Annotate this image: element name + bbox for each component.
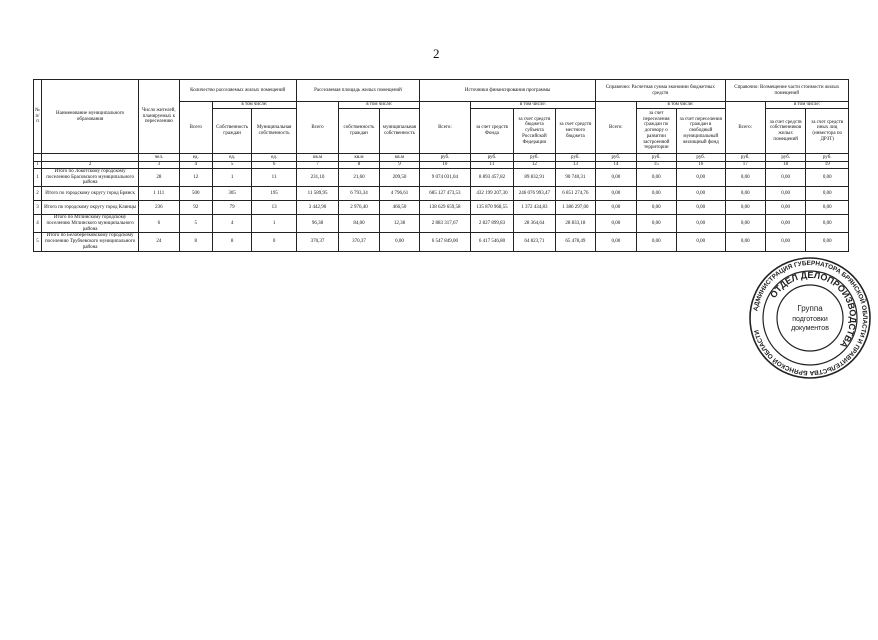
unit-cell: руб. (636, 154, 676, 162)
row-name: Итого по городскому округу город Брянск (42, 187, 139, 201)
row-name: Итого по Мглинскому городскому поселению Мглинского муниципального района (42, 215, 139, 233)
unit-cell: руб. (725, 154, 765, 162)
table-cell: 4 796,61 (379, 187, 419, 201)
units-cell (34, 154, 42, 162)
table-row (34, 187, 849, 201)
row-number: 3 (34, 201, 42, 215)
unit-cell: кв.м (339, 154, 379, 162)
col-number: 15 (636, 162, 676, 169)
header-ref-incl: в том числе: (765, 102, 848, 109)
table-cell: 2 827 899,83 (470, 215, 513, 233)
table-cell: 0,00 (636, 233, 676, 251)
col-number: 7 (296, 162, 338, 169)
table-row (34, 215, 849, 233)
table-cell: 8 (179, 233, 212, 251)
table-cell: 2 883 317,67 (420, 215, 471, 233)
table-cell: 0,00 (676, 187, 725, 201)
table-cell: 1 372 434,83 (514, 201, 555, 215)
unit-cell: кв.м (296, 154, 338, 162)
table-cell: 466,50 (379, 201, 419, 215)
header-refund-group: Справочно: Возмещение части стоимости жилых помещений (725, 80, 848, 102)
table-cell: 0,00 (806, 168, 849, 186)
official-stamp (748, 256, 872, 380)
table-cell: 84,00 (339, 215, 379, 233)
table-cell: 79 (212, 201, 251, 215)
table-cell: 6 793,34 (339, 187, 379, 201)
table-cell: 12 (179, 168, 212, 186)
table-cell: 1 386 297,00 (555, 201, 595, 215)
col-number: 19 (806, 162, 849, 169)
col-number: 14 (596, 162, 636, 169)
header-fin-group: Источники финансирования программы (420, 80, 596, 102)
table-cell: 12,38 (379, 215, 419, 233)
col-number: 5 (212, 162, 251, 169)
table-cell: 0,00 (596, 233, 636, 251)
stamp-center-line2: подготовки (792, 316, 828, 323)
header-econ-total: Всего: (596, 102, 636, 154)
header-area-municipal: муниципальная собственность (379, 109, 419, 154)
table-cell: 685 127 473,53 (420, 187, 471, 201)
header-econ-dev: за счет переселения граждан по договору о развитии застроенной территории (636, 109, 676, 154)
unit-cell: кв.м (379, 154, 419, 162)
table-cell: 0,00 (765, 187, 805, 201)
col-number: 1 (34, 162, 42, 169)
table-cell: 92 (179, 201, 212, 215)
col-number: 2 (42, 162, 139, 169)
table-cell: 0,00 (636, 187, 676, 201)
table-cell: 246 076 993,47 (514, 187, 555, 201)
table-cell: 96,38 (296, 215, 338, 233)
col-number: 13 (555, 162, 595, 169)
units-cell (42, 154, 139, 162)
header-people: Число жителей, планируемых к переселению (139, 80, 179, 154)
header-area-private: собственность граждан (339, 109, 379, 154)
table-cell: 0,00 (676, 201, 725, 215)
table-cell: 0,00 (806, 215, 849, 233)
row-name: Итого по Белоберезковскому городскому поселению Трубчевского муниципального района (42, 233, 139, 251)
table-cell: 370,37 (296, 233, 338, 251)
table-cell: 0,00 (765, 215, 805, 233)
table-cell: 2 976,40 (339, 201, 379, 215)
unit-cell: руб. (514, 154, 555, 162)
header-area-incl: в том числе: (339, 102, 420, 109)
unit-cell: ед. (179, 154, 212, 162)
col-number: 11 (470, 162, 513, 169)
table-cell: 209,50 (379, 168, 419, 186)
row-name: Итого по городскому округу город Клинцы (42, 201, 139, 215)
table-cell: 236 (139, 201, 179, 215)
table-cell: 370,37 (339, 233, 379, 251)
row-number: 2 (34, 187, 42, 201)
unit-cell: руб. (676, 154, 725, 162)
table-cell: 0,00 (765, 201, 805, 215)
table-cell: 0,00 (676, 233, 725, 251)
unit-cell: руб. (420, 154, 471, 162)
table-cell: 305 (212, 187, 251, 201)
table-cell: 5 (179, 215, 212, 233)
table-cell: 195 (252, 187, 296, 201)
table-row (34, 233, 849, 251)
page-number: 2 (433, 46, 440, 61)
col-number: 4 (179, 162, 212, 169)
table-cell: 6 417 546,80 (470, 233, 513, 251)
table-row (34, 168, 849, 186)
table-cell: 8 893 457,82 (470, 168, 513, 186)
header-econ-group: Справочно: Расчетная сумма экономии бюджетных средств (596, 80, 725, 102)
header-fin-incl: в том числе: (470, 102, 595, 109)
table-cell: 21,60 (339, 168, 379, 186)
table-cell: 135 870 968,55 (470, 201, 513, 215)
header-area-group: Расселяемая площадь жилых помещений (296, 80, 419, 102)
header-fin-total: Всего: (420, 102, 471, 154)
table-cell: 0,00 (596, 201, 636, 215)
table-cell: 0,00 (636, 168, 676, 186)
unit-cell: чел. (139, 154, 179, 162)
header-ref-total: Всего: (725, 102, 765, 154)
row-number: 4 (34, 215, 42, 233)
header-fin-fund: за счет средств Фонда (470, 109, 513, 154)
col-number: 18 (765, 162, 805, 169)
col-number: 16 (676, 162, 725, 169)
table-cell: 3 442,90 (296, 201, 338, 215)
header-num: № п/п (34, 80, 42, 154)
header-qty-total: Всего (179, 102, 212, 154)
col-number: 9 (379, 162, 419, 169)
table-cell: 0 (252, 233, 296, 251)
col-number: 12 (514, 162, 555, 169)
unit-cell: руб. (470, 154, 513, 162)
table-cell: 13 (252, 201, 296, 215)
table-cell: 89 832,91 (514, 168, 555, 186)
table-cell: 0,00 (725, 168, 765, 186)
table-cell: 138 629 659,58 (420, 201, 471, 215)
table-cell: 90 740,31 (555, 168, 595, 186)
table-cell: 0,00 (676, 215, 725, 233)
unit-cell: руб. (555, 154, 595, 162)
table-cell: 0,00 (806, 201, 849, 215)
table-cell: 0,00 (676, 168, 725, 186)
header-ref-other: за счет средств иных лиц (инвестора по ДРЗТ) (806, 109, 849, 154)
table-cell: 11 (252, 168, 296, 186)
header-qty-incl: в том числе: (212, 102, 296, 109)
table-cell: 6 547 849,00 (420, 233, 471, 251)
table-cell: 1 (212, 168, 251, 186)
col-number: 17 (725, 162, 765, 169)
header-qty-private: Собственность граждан (212, 109, 251, 154)
unit-cell: руб. (765, 154, 805, 162)
table-cell: 0,00 (636, 201, 676, 215)
table-cell: 6 851 274,76 (555, 187, 595, 201)
col-number: 6 (252, 162, 296, 169)
row-number: 1 (34, 168, 42, 186)
table-cell: 231,10 (296, 168, 338, 186)
table-cell: 432 199 207,30 (470, 187, 513, 201)
table-cell: 500 (179, 187, 212, 201)
table-cell: 1 (252, 215, 296, 233)
table-cell: 0,00 (806, 233, 849, 251)
table-cell: 8 (212, 233, 251, 251)
table-cell: 0,00 (725, 187, 765, 201)
table-cell: 11 589,95 (296, 187, 338, 201)
table-cell: 6 (139, 215, 179, 233)
resettlement-table (33, 79, 849, 252)
table-cell: 28 364,64 (514, 215, 555, 233)
col-number: 3 (139, 162, 179, 169)
unit-cell: ед. (212, 154, 251, 162)
table-cell: 9 074 031,04 (420, 168, 471, 186)
header-qty-group: Количество расселяемых жилых помещений (179, 80, 296, 102)
stamp-ring-text: АДМИНИСТРАЦИЯ ГУБЕРНАТОРА БРЯНСКОЙ ОБЛАСТИ И ПРАВИТЕЛЬСТВА БРЯНСКОЙ ОБЛАСТИ (752, 259, 869, 377)
header-econ-incl: в том числе: (636, 102, 725, 109)
table-cell: 0,00 (596, 168, 636, 186)
stamp-dept-text: ОТДЕЛ ДЕЛОПРОИЗВОДСТВА (768, 269, 859, 350)
header-qty-municipal: Муниципальная собственность (252, 109, 296, 154)
table-cell: 28 (139, 168, 179, 186)
table-cell: 0,00 (596, 215, 636, 233)
col-number: 10 (420, 162, 471, 169)
table-cell: 0,00 (725, 215, 765, 233)
unit-cell: руб. (596, 154, 636, 162)
table-cell: 0,00 (725, 201, 765, 215)
header-fin-local: за счет средств местного бюджета (555, 109, 595, 154)
table-row (34, 201, 849, 215)
table-cell: 0,00 (725, 233, 765, 251)
table-cell: 0,00 (596, 187, 636, 201)
table-cell: 28 833,18 (555, 215, 595, 233)
table-cell: 65 478,49 (555, 233, 595, 251)
col-number: 8 (339, 162, 379, 169)
table-cell: 0,00 (765, 168, 805, 186)
header-name: Наименование муниципального образования (42, 80, 139, 154)
header-econ-free: за счет переселения граждан в свободный муниципальный жилищный фонд (676, 109, 725, 154)
table-cell: 4 (212, 215, 251, 233)
row-number: 5 (34, 233, 42, 251)
table-cell: 24 (139, 233, 179, 251)
table-cell: 1 111 (139, 187, 179, 201)
table-cell: 0,00 (636, 215, 676, 233)
unit-cell: руб. (806, 154, 849, 162)
header-fin-region: за счет средств бюджета субъекта Российской Федерации (514, 109, 555, 154)
stamp-center-line1: Группа (797, 304, 823, 313)
header-ref-owners: за счет средств собственников жилых помещений (765, 109, 805, 154)
table-cell: 0,00 (765, 233, 805, 251)
stamp-center-line3: документов (791, 325, 829, 332)
unit-cell: ед. (252, 154, 296, 162)
table-cell: 64 823,71 (514, 233, 555, 251)
header-area-total: Всего (296, 102, 338, 154)
table-cell: 0,00 (379, 233, 419, 251)
row-name: Итого по Локотскому городскому поселению Брасовского муниципального района (42, 168, 139, 186)
table-cell: 0,00 (806, 187, 849, 201)
